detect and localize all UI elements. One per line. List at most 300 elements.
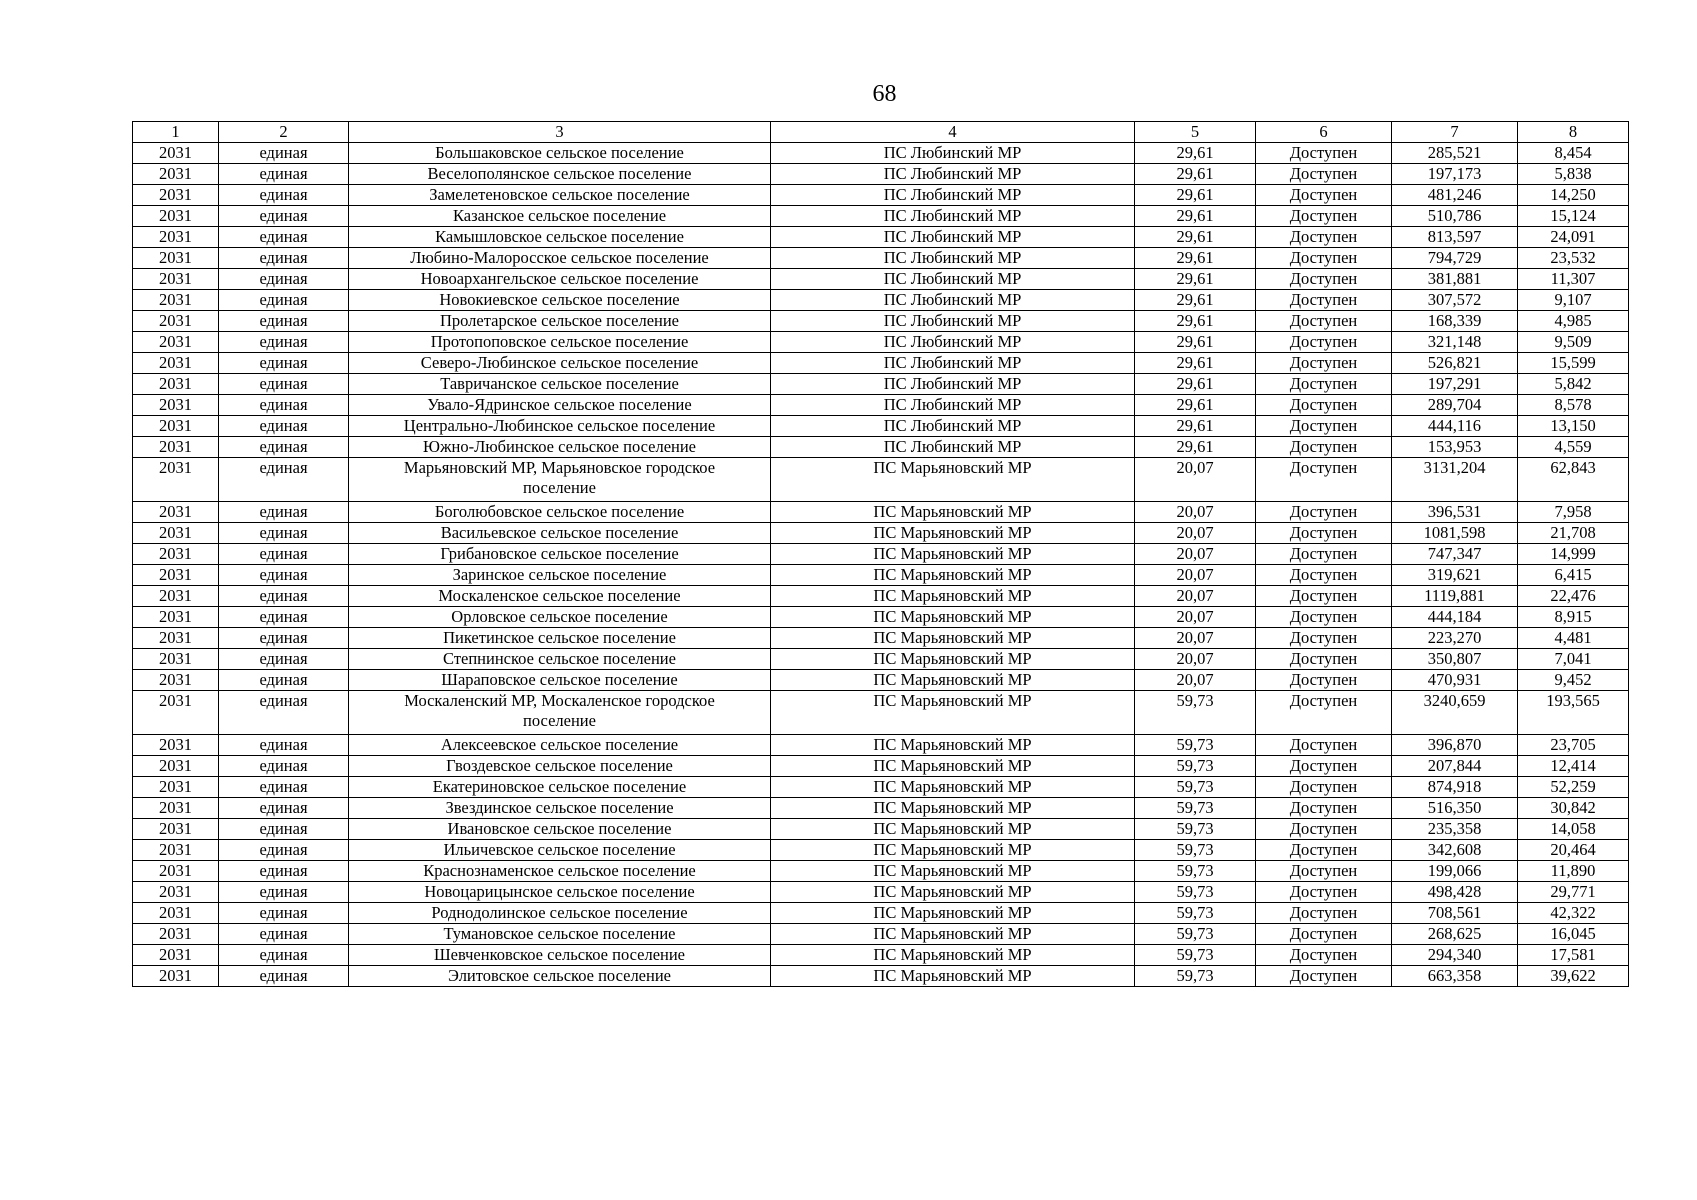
type-cell: единая (219, 437, 349, 458)
amount-cell: 498,428 (1392, 882, 1518, 903)
value-cell: 29,61 (1135, 143, 1256, 164)
substation-cell: ПС Любинский МР (771, 248, 1135, 269)
year-cell: 2031 (133, 395, 219, 416)
year-cell: 2031 (133, 269, 219, 290)
amount-cell: 1081,598 (1392, 523, 1518, 544)
year-cell: 2031 (133, 227, 219, 248)
value-cell: 29,61 (1135, 332, 1256, 353)
result-cell: 8,915 (1518, 607, 1629, 628)
amount-cell: 396,531 (1392, 502, 1518, 523)
amount-cell: 510,786 (1392, 206, 1518, 227)
substation-cell: ПС Любинский МР (771, 269, 1135, 290)
status-cell: Доступен (1256, 924, 1392, 945)
result-cell: 193,565 (1518, 691, 1629, 735)
status-cell: Доступен (1256, 649, 1392, 670)
table-row (133, 924, 1629, 945)
type-cell: единая (219, 903, 349, 924)
substation-cell: ПС Марьяновский МР (771, 882, 1135, 903)
status-cell: Доступен (1256, 185, 1392, 206)
amount-cell: 235,358 (1392, 819, 1518, 840)
name-cell: Васильевское сельское поселение (349, 523, 771, 544)
name-cell: Шевченковское сельское поселение (349, 945, 771, 966)
amount-cell: 350,807 (1392, 649, 1518, 670)
status-cell: Доступен (1256, 502, 1392, 523)
name-cell: Грибановское сельское поселение (349, 544, 771, 565)
amount-cell: 307,572 (1392, 290, 1518, 311)
table-row (133, 649, 1629, 670)
type-cell: единая (219, 691, 349, 735)
table-row (133, 523, 1629, 544)
status-cell: Доступен (1256, 311, 1392, 332)
status-cell: Доступен (1256, 143, 1392, 164)
value-cell: 59,73 (1135, 798, 1256, 819)
type-cell: единая (219, 206, 349, 227)
name-cell: Камышловское сельское поселение (349, 227, 771, 248)
value-cell: 29,61 (1135, 290, 1256, 311)
type-cell: единая (219, 395, 349, 416)
value-cell: 20,07 (1135, 607, 1256, 628)
amount-cell: 526,821 (1392, 353, 1518, 374)
name-cell: Протопоповское сельское поселение (349, 332, 771, 353)
status-cell: Доступен (1256, 670, 1392, 691)
value-cell: 59,73 (1135, 945, 1256, 966)
status-cell: Доступен (1256, 735, 1392, 756)
name-cell: Краснознаменское сельское поселение (349, 861, 771, 882)
table-row (133, 290, 1629, 311)
type-cell: единая (219, 628, 349, 649)
status-cell: Доступен (1256, 882, 1392, 903)
type-cell: единая (219, 353, 349, 374)
substation-cell: ПС Марьяновский МР (771, 924, 1135, 945)
amount-cell: 268,625 (1392, 924, 1518, 945)
value-cell: 29,61 (1135, 395, 1256, 416)
table-row (133, 206, 1629, 227)
table-row (133, 840, 1629, 861)
year-cell: 2031 (133, 143, 219, 164)
table-row (133, 164, 1629, 185)
name-cell: Новокиевское сельское поселение (349, 290, 771, 311)
status-cell: Доступен (1256, 269, 1392, 290)
result-cell: 11,307 (1518, 269, 1629, 290)
year-cell: 2031 (133, 437, 219, 458)
value-cell: 20,07 (1135, 544, 1256, 565)
substation-cell: ПС Марьяновский МР (771, 565, 1135, 586)
year-cell: 2031 (133, 819, 219, 840)
amount-cell: 663,358 (1392, 966, 1518, 987)
type-cell: единая (219, 164, 349, 185)
name-cell: Северо-Любинское сельское поселение (349, 353, 771, 374)
result-cell: 7,041 (1518, 649, 1629, 670)
status-cell: Доступен (1256, 586, 1392, 607)
status-cell: Доступен (1256, 756, 1392, 777)
table-row (133, 945, 1629, 966)
year-cell: 2031 (133, 374, 219, 395)
substation-cell: ПС Марьяновский МР (771, 840, 1135, 861)
name-cell: Веселополянское сельское поселение (349, 164, 771, 185)
result-cell: 4,559 (1518, 437, 1629, 458)
value-cell: 59,73 (1135, 840, 1256, 861)
amount-cell: 207,844 (1392, 756, 1518, 777)
value-cell: 20,07 (1135, 586, 1256, 607)
name-cell: Новоархангельское сельское поселение (349, 269, 771, 290)
amount-cell: 444,116 (1392, 416, 1518, 437)
amount-cell: 285,521 (1392, 143, 1518, 164)
table-row (133, 607, 1629, 628)
type-cell: единая (219, 670, 349, 691)
type-cell: единая (219, 227, 349, 248)
name-cell: Шараповское сельское поселение (349, 670, 771, 691)
amount-cell: 1119,881 (1392, 586, 1518, 607)
type-cell: единая (219, 332, 349, 353)
result-cell: 30,842 (1518, 798, 1629, 819)
year-cell: 2031 (133, 691, 219, 735)
substation-cell: ПС Марьяновский МР (771, 586, 1135, 607)
value-cell: 29,61 (1135, 416, 1256, 437)
substation-cell: ПС Любинский МР (771, 437, 1135, 458)
table-row (133, 416, 1629, 437)
name-cell: Гвоздевское сельское поселение (349, 756, 771, 777)
table-row (133, 544, 1629, 565)
amount-cell: 813,597 (1392, 227, 1518, 248)
value-cell: 59,73 (1135, 861, 1256, 882)
year-cell: 2031 (133, 502, 219, 523)
table-row (133, 819, 1629, 840)
table-row (133, 586, 1629, 607)
substation-cell: ПС Марьяновский МР (771, 945, 1135, 966)
column-header: 6 (1256, 122, 1392, 143)
amount-cell: 708,561 (1392, 903, 1518, 924)
value-cell: 29,61 (1135, 227, 1256, 248)
value-cell: 29,61 (1135, 374, 1256, 395)
substation-cell: ПС Марьяновский МР (771, 691, 1135, 735)
name-cell: Пролетарское сельское поселение (349, 311, 771, 332)
substation-cell: ПС Марьяновский МР (771, 523, 1135, 544)
name-cell: Новоцарицынское сельское поселение (349, 882, 771, 903)
status-cell: Доступен (1256, 332, 1392, 353)
type-cell: единая (219, 649, 349, 670)
name-cell: Алексеевское сельское поселение (349, 735, 771, 756)
column-header: 3 (349, 122, 771, 143)
value-cell: 59,73 (1135, 819, 1256, 840)
year-cell: 2031 (133, 185, 219, 206)
year-cell: 2031 (133, 164, 219, 185)
name-cell: Степнинское сельское поселение (349, 649, 771, 670)
year-cell: 2031 (133, 353, 219, 374)
value-cell: 29,61 (1135, 248, 1256, 269)
value-cell: 29,61 (1135, 437, 1256, 458)
type-cell: единая (219, 756, 349, 777)
table-row (133, 966, 1629, 987)
status-cell: Доступен (1256, 416, 1392, 437)
result-cell: 17,581 (1518, 945, 1629, 966)
type-cell: единая (219, 269, 349, 290)
year-cell: 2031 (133, 248, 219, 269)
status-cell: Доступен (1256, 544, 1392, 565)
header-row (133, 122, 1629, 143)
table-row (133, 670, 1629, 691)
result-cell: 62,843 (1518, 458, 1629, 502)
year-cell: 2031 (133, 332, 219, 353)
result-cell: 14,250 (1518, 185, 1629, 206)
result-cell: 4,985 (1518, 311, 1629, 332)
name-cell: Заринское сельское поселение (349, 565, 771, 586)
result-cell: 13,150 (1518, 416, 1629, 437)
status-cell: Доступен (1256, 164, 1392, 185)
column-header: 4 (771, 122, 1135, 143)
type-cell: единая (219, 966, 349, 987)
status-cell: Доступен (1256, 840, 1392, 861)
status-cell: Доступен (1256, 819, 1392, 840)
name-cell: Звездинское сельское поселение (349, 798, 771, 819)
status-cell: Доступен (1256, 607, 1392, 628)
result-cell: 14,058 (1518, 819, 1629, 840)
year-cell: 2031 (133, 628, 219, 649)
table-row (133, 248, 1629, 269)
substation-cell: ПС Любинский МР (771, 332, 1135, 353)
substation-cell: ПС Марьяновский МР (771, 861, 1135, 882)
type-cell: единая (219, 777, 349, 798)
table-row (133, 882, 1629, 903)
amount-cell: 470,931 (1392, 670, 1518, 691)
year-cell: 2031 (133, 861, 219, 882)
value-cell: 59,73 (1135, 882, 1256, 903)
substation-cell: ПС Марьяновский МР (771, 819, 1135, 840)
page-number: 68 (872, 81, 897, 107)
result-cell: 7,958 (1518, 502, 1629, 523)
status-cell: Доступен (1256, 523, 1392, 544)
value-cell: 29,61 (1135, 311, 1256, 332)
type-cell: единая (219, 523, 349, 544)
year-cell: 2031 (133, 798, 219, 819)
table-row (133, 143, 1629, 164)
value-cell: 20,07 (1135, 523, 1256, 544)
status-cell: Доступен (1256, 374, 1392, 395)
value-cell: 59,73 (1135, 777, 1256, 798)
table-row (133, 628, 1629, 649)
name-cell: Центрально-Любинское сельское поселение (349, 416, 771, 437)
amount-cell: 199,066 (1392, 861, 1518, 882)
substation-cell: ПС Марьяновский МР (771, 777, 1135, 798)
result-cell: 4,481 (1518, 628, 1629, 649)
amount-cell: 197,291 (1392, 374, 1518, 395)
table-row (133, 332, 1629, 353)
table-row (133, 861, 1629, 882)
year-cell: 2031 (133, 735, 219, 756)
table-row (133, 269, 1629, 290)
result-cell: 6,415 (1518, 565, 1629, 586)
table-row (133, 458, 1629, 502)
value-cell: 20,07 (1135, 670, 1256, 691)
substation-cell: ПС Марьяновский МР (771, 798, 1135, 819)
name-cell: Екатериновское сельское поселение (349, 777, 771, 798)
amount-cell: 153,953 (1392, 437, 1518, 458)
substation-cell: ПС Марьяновский МР (771, 458, 1135, 502)
status-cell: Доступен (1256, 353, 1392, 374)
value-cell: 20,07 (1135, 565, 1256, 586)
amount-cell: 3131,204 (1392, 458, 1518, 502)
amount-cell: 3240,659 (1392, 691, 1518, 735)
name-cell: Москаленский МР, Москаленское городское поселение (349, 691, 771, 735)
amount-cell: 342,608 (1392, 840, 1518, 861)
result-cell: 8,578 (1518, 395, 1629, 416)
result-cell: 16,045 (1518, 924, 1629, 945)
result-cell: 12,414 (1518, 756, 1629, 777)
year-cell: 2031 (133, 670, 219, 691)
amount-cell: 294,340 (1392, 945, 1518, 966)
result-cell: 15,124 (1518, 206, 1629, 227)
substation-cell: ПС Марьяновский МР (771, 628, 1135, 649)
status-cell: Доступен (1256, 691, 1392, 735)
substation-cell: ПС Любинский МР (771, 185, 1135, 206)
value-cell: 20,07 (1135, 628, 1256, 649)
year-cell: 2031 (133, 290, 219, 311)
table-body (133, 122, 1629, 987)
year-cell: 2031 (133, 945, 219, 966)
table-row (133, 437, 1629, 458)
result-cell: 9,509 (1518, 332, 1629, 353)
value-cell: 29,61 (1135, 269, 1256, 290)
column-header: 2 (219, 122, 349, 143)
value-cell: 29,61 (1135, 206, 1256, 227)
name-cell: Ильичевское сельское поселение (349, 840, 771, 861)
type-cell: единая (219, 924, 349, 945)
table-row (133, 395, 1629, 416)
result-cell: 24,091 (1518, 227, 1629, 248)
name-cell: Увало-Ядринское сельское поселение (349, 395, 771, 416)
name-cell: Москаленское сельское поселение (349, 586, 771, 607)
substation-cell: ПС Марьяновский МР (771, 502, 1135, 523)
year-cell: 2031 (133, 966, 219, 987)
substation-cell: ПС Любинский МР (771, 143, 1135, 164)
result-cell: 52,259 (1518, 777, 1629, 798)
substation-cell: ПС Любинский МР (771, 374, 1135, 395)
year-cell: 2031 (133, 544, 219, 565)
result-cell: 9,452 (1518, 670, 1629, 691)
column-header: 8 (1518, 122, 1629, 143)
type-cell: единая (219, 565, 349, 586)
status-cell: Доступен (1256, 966, 1392, 987)
type-cell: единая (219, 416, 349, 437)
status-cell: Доступен (1256, 206, 1392, 227)
table-row (133, 756, 1629, 777)
result-cell: 15,599 (1518, 353, 1629, 374)
year-cell: 2031 (133, 756, 219, 777)
table-row (133, 903, 1629, 924)
result-cell: 14,999 (1518, 544, 1629, 565)
column-header: 5 (1135, 122, 1256, 143)
type-cell: единая (219, 945, 349, 966)
table-row (133, 227, 1629, 248)
value-cell: 59,73 (1135, 966, 1256, 987)
value-cell: 29,61 (1135, 185, 1256, 206)
value-cell: 59,73 (1135, 756, 1256, 777)
name-cell: Замелетеновское сельское поселение (349, 185, 771, 206)
substation-cell: ПС Любинский МР (771, 206, 1135, 227)
result-cell: 5,838 (1518, 164, 1629, 185)
substation-cell: ПС Любинский МР (771, 311, 1135, 332)
result-cell: 21,708 (1518, 523, 1629, 544)
name-cell: Казанское сельское поселение (349, 206, 771, 227)
status-cell: Доступен (1256, 777, 1392, 798)
name-cell: Большаковское сельское поселение (349, 143, 771, 164)
status-cell: Доступен (1256, 903, 1392, 924)
name-cell: Южно-Любинское сельское поселение (349, 437, 771, 458)
status-cell: Доступен (1256, 945, 1392, 966)
type-cell: единая (219, 798, 349, 819)
name-cell: Боголюбовское сельское поселение (349, 502, 771, 523)
name-cell: Элитовское сельское поселение (349, 966, 771, 987)
amount-cell: 289,704 (1392, 395, 1518, 416)
status-cell: Доступен (1256, 628, 1392, 649)
value-cell: 20,07 (1135, 458, 1256, 502)
name-cell: Ивановское сельское поселение (349, 819, 771, 840)
value-cell: 59,73 (1135, 903, 1256, 924)
status-cell: Доступен (1256, 458, 1392, 502)
substation-cell: ПС Любинский МР (771, 416, 1135, 437)
type-cell: единая (219, 819, 349, 840)
value-cell: 20,07 (1135, 649, 1256, 670)
table-row (133, 691, 1629, 735)
amount-cell: 516,350 (1392, 798, 1518, 819)
substation-cell: ПС Марьяновский МР (771, 544, 1135, 565)
value-cell: 59,73 (1135, 924, 1256, 945)
result-cell: 39,622 (1518, 966, 1629, 987)
year-cell: 2031 (133, 565, 219, 586)
type-cell: единая (219, 290, 349, 311)
value-cell: 29,61 (1135, 353, 1256, 374)
substation-cell: ПС Марьяновский МР (771, 735, 1135, 756)
status-cell: Доступен (1256, 565, 1392, 586)
result-cell: 42,322 (1518, 903, 1629, 924)
type-cell: единая (219, 502, 349, 523)
type-cell: единая (219, 586, 349, 607)
type-cell: единая (219, 840, 349, 861)
result-cell: 11,890 (1518, 861, 1629, 882)
value-cell: 20,07 (1135, 502, 1256, 523)
substation-cell: ПС Марьяновский МР (771, 756, 1135, 777)
year-cell: 2031 (133, 311, 219, 332)
data-table (132, 121, 1629, 987)
amount-cell: 381,881 (1392, 269, 1518, 290)
amount-cell: 223,270 (1392, 628, 1518, 649)
name-cell: Пикетинское сельское поселение (349, 628, 771, 649)
amount-cell: 444,184 (1392, 607, 1518, 628)
status-cell: Доступен (1256, 248, 1392, 269)
year-cell: 2031 (133, 458, 219, 502)
type-cell: единая (219, 607, 349, 628)
amount-cell: 319,621 (1392, 565, 1518, 586)
type-cell: единая (219, 882, 349, 903)
name-cell: Тумановское сельское поселение (349, 924, 771, 945)
type-cell: единая (219, 374, 349, 395)
type-cell: единая (219, 185, 349, 206)
value-cell: 59,73 (1135, 735, 1256, 756)
amount-cell: 321,148 (1392, 332, 1518, 353)
table-row (133, 798, 1629, 819)
type-cell: единая (219, 248, 349, 269)
result-cell: 23,705 (1518, 735, 1629, 756)
status-cell: Доступен (1256, 290, 1392, 311)
amount-cell: 747,347 (1392, 544, 1518, 565)
amount-cell: 197,173 (1392, 164, 1518, 185)
type-cell: единая (219, 735, 349, 756)
value-cell: 59,73 (1135, 691, 1256, 735)
substation-cell: ПС Любинский МР (771, 164, 1135, 185)
substation-cell: ПС Любинский МР (771, 353, 1135, 374)
name-cell: Любино-Малоросское сельское поселение (349, 248, 771, 269)
year-cell: 2031 (133, 523, 219, 544)
result-cell: 22,476 (1518, 586, 1629, 607)
